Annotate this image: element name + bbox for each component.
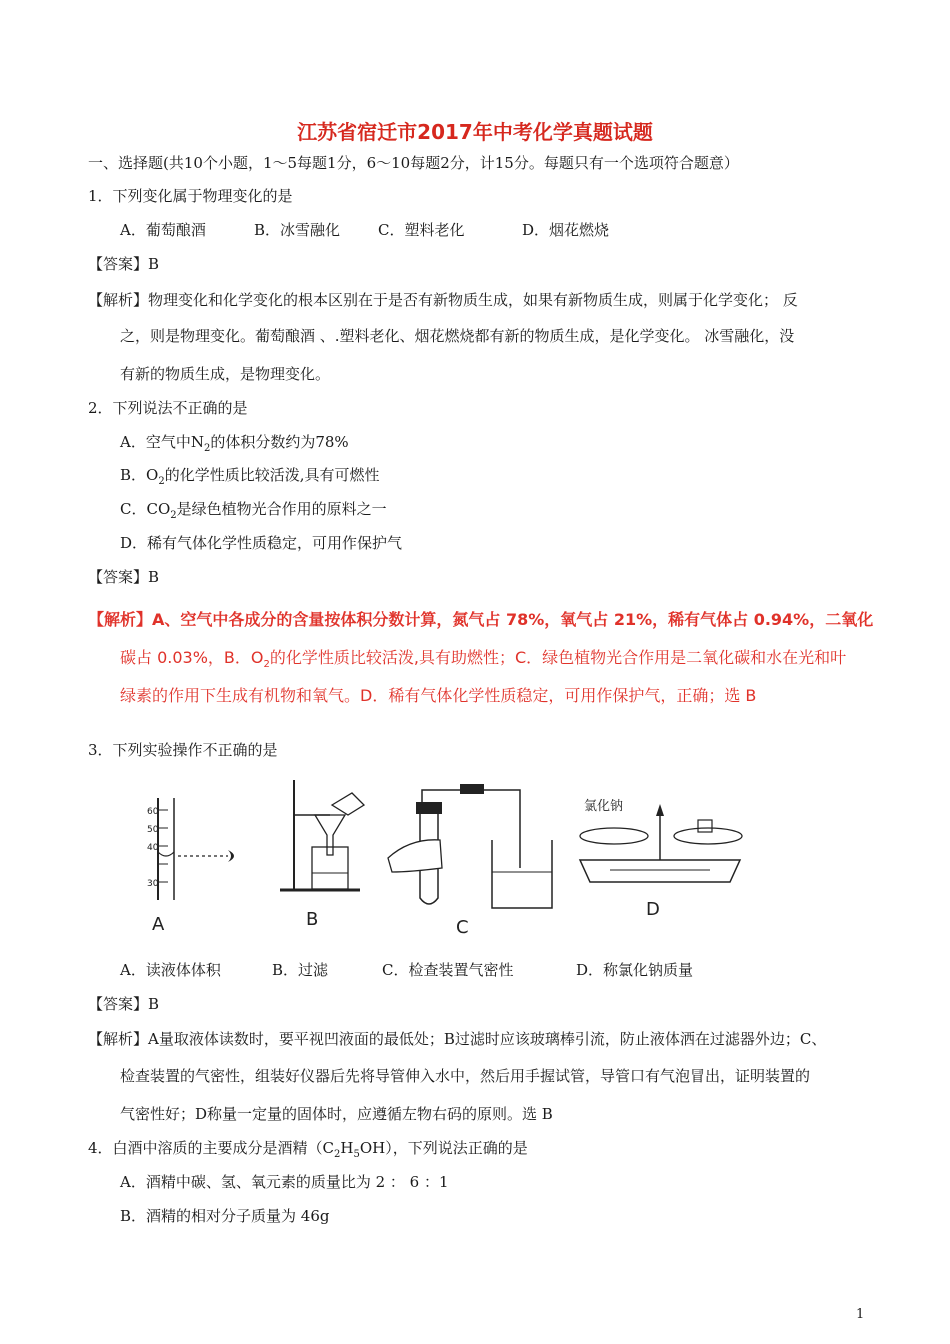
q2-analysis-line-1: 【解析】A、空气中各成分的含量按体积分数计算，氮气占 78%，氧气占 21%，稀有气体占 0.94%，二氧化 [88,610,874,629]
q3-option-c: C．检查装置气密性 [382,961,514,979]
tick-label-40: 40 [147,843,159,853]
q2-option-b: B．$O_2$的化学性质比较活泼,具有可燃性 [120,466,380,487]
q2-option-c: C．$CO_2$是绿色植物光合作用的原料之一 [120,500,387,521]
q2-option-d: D．稀有气体化学性质稳定，可用作保护气 [120,534,403,552]
q3-analysis-line-2: 检查装置的气密性，组装好仪器后先将导管伸入水中，然后用手握试管，导管口有气泡冒出，证明装置的 [120,1067,811,1085]
page-title: 江苏省宿迁市2017年中考化学真题试题 [297,120,653,144]
q2-answer: 【答案】B [88,568,160,586]
figure-d-balance [570,790,750,930]
eye-icon [228,850,234,862]
q4-stem: 4．白酒中溶质的主要成分是酒精$(C_2H_5OH)$，下列说法正确的是 [88,1139,528,1160]
q1-option-d: D．烟花燃烧 [522,221,610,239]
tick-label-60: 60 [147,807,159,817]
page-number: 1 [856,1307,865,1322]
q3-stem: 3．下列实验操作不正确的是 [88,741,278,759]
q2-analysis-line-3: 绿素的作用下生成有机物和氧气。D．稀有气体化学性质稳定，可用作保护气，正确；选 B [120,686,757,705]
q1-option-a: A．葡萄酿酒 [120,221,206,239]
q2-stem: 2．下列说法不正确的是 [88,399,248,417]
figure-label-b: B [306,909,319,930]
q3-analysis-line-1: 【解析】A量取液体读数时，要平视凹液面的最低处；B过滤时应该玻璃棒引流，防止液体洒在过滤器外边；C、 [88,1030,827,1048]
q4-option-a: A．酒精中碳、氢、氧元素的质量比为 2 ： 6 ：1 [120,1173,449,1191]
figure-label-c: C [456,917,469,938]
section-header: 一、选择题(共10个小题，1～5每题1分，6～10每题2分，计15分。每题只有一个选项符合题意） [88,154,739,172]
figure-c-airtightness-check [380,768,560,938]
q1-analysis-line-2: 之，则是物理变化。葡萄酿酒 、.塑料老化、烟花燃烧都有新的物质生成，是化学变化。 冰雪融化，没 [120,327,795,345]
tick-label-30: 30 [147,879,159,889]
q4-option-b: B．酒精的相对分子质量为 46g [120,1207,330,1225]
figure-label-a: A [152,914,165,935]
tick-label-50: 50 [147,825,159,835]
q1-option-c: C．塑料老化 [378,221,465,239]
q1-analysis-line-3: 有新的物质生成，是物理变化。 [120,365,331,383]
q3-analysis-line-3: 气密性好；D称量一定量的固体时，应遵循左物右码的原则。选 B [120,1105,553,1123]
q1-option-b: B．冰雪融化 [254,221,341,239]
q1-stem: 1．下列变化属于物理变化的是 [88,187,293,205]
figure-b-filtration [270,775,380,935]
q2-analysis-line-2: 碳占 0.03%，B．$O_2$的化学性质比较活泼,具有助燃性；C．绿色植物光合作用是二氧化碳和水在光和叶 [120,648,847,671]
q3-option-b: B．过滤 [272,961,329,979]
q3-option-a: A．读液体体积 [120,961,221,979]
figure-a-graduated-cylinder [130,790,260,940]
figure-label-d: D [646,899,660,920]
q3-answer: 【答案】B [88,995,160,1013]
q1-answer: 【答案】B [88,255,160,273]
q1-analysis-line-1: 【解析】物理变化和化学变化的根本区别在于是否有新物质生成，如果有新物质生成，则属于化学变化； 反 [88,291,798,309]
nacl-label: 氯化钠 [584,799,624,814]
q2-option-a: A．空气中$N_2$的体积分数约为78% [120,433,349,454]
hand-icon [388,840,442,872]
q3-option-d: D．称氯化钠质量 [576,961,694,979]
